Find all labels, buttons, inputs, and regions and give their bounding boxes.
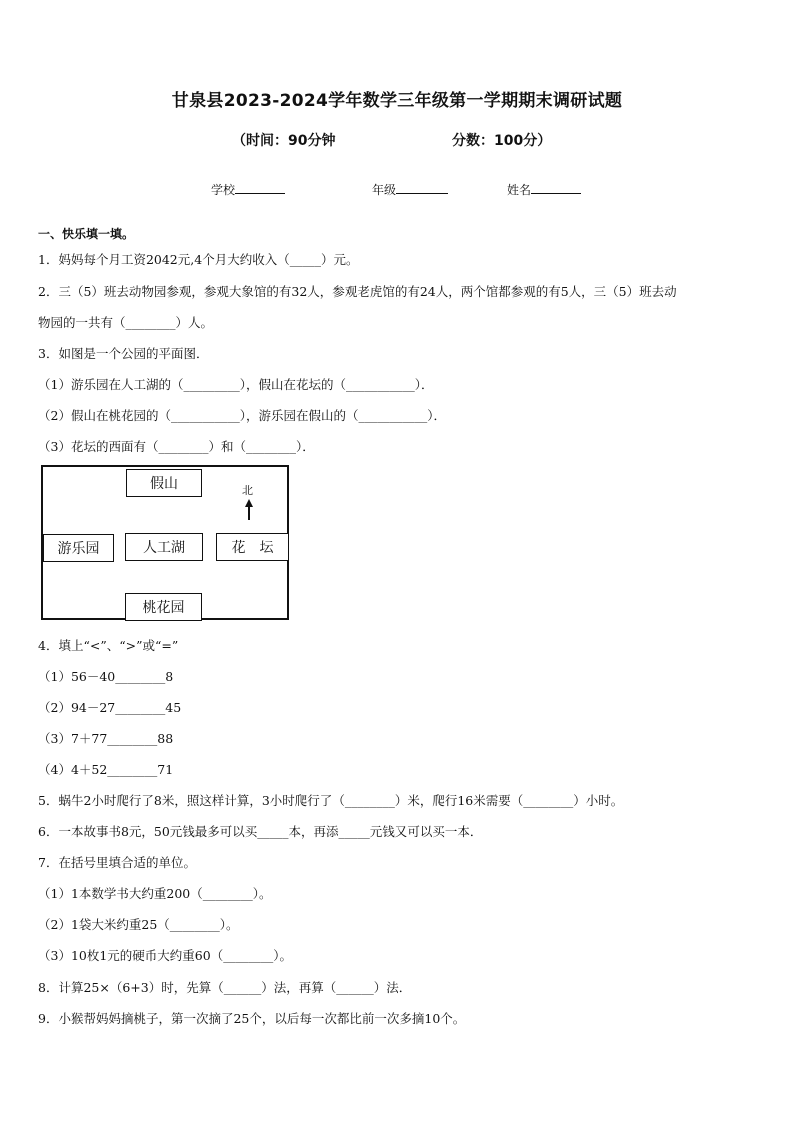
question-4-4: （4）4＋52________71 [38, 762, 174, 777]
question-7-3: （3）10枚1元的硬币大约重60（________）。 [38, 948, 292, 963]
question-2-line1: 2．三（5）班去动物园参观，参观大象馆的有32人，参观老虎馆的有24人，两个馆都参观的有5人，三（5）班去动 [38, 284, 677, 299]
school-blank [235, 181, 285, 194]
map-huatan: 花 坛 [216, 533, 289, 561]
question-7: 7．在括号里填合适的单位。 [38, 855, 196, 870]
map-taohuayuan: 桃花园 [125, 593, 202, 621]
question-4-3: （3）7＋77________88 [38, 731, 174, 746]
question-1: 1．妈妈每个月工资2042元,4个月大约收入（_____）元。 [38, 252, 359, 267]
question-7-1: （1）1本数学书大约重200（________）。 [38, 886, 272, 901]
north-arrow-shaft [248, 505, 250, 520]
question-4: 4．填上“<”、“>”或“=” [38, 638, 179, 653]
section-heading: 一、快乐填一填。 [38, 227, 135, 241]
question-9: 9．小猴帮妈妈摘桃子，第一次摘了25个，以后每一次都比前一次多摘10个。 [38, 1011, 466, 1026]
map-rengonghu: 人工湖 [125, 533, 203, 561]
school-field [211, 181, 285, 198]
question-8: 8．计算25×（6+3）时，先算（______）法，再算（______）法． [38, 980, 412, 995]
school-label: 学校 [211, 183, 236, 197]
exam-time: （时间：90分钟 [232, 133, 336, 149]
question-2-line2: 物园的一共有（________）人。 [38, 315, 214, 330]
grade-field [372, 181, 448, 198]
north-label: 北 [242, 484, 253, 497]
exam-score: 分数：100分） [452, 133, 552, 149]
question-3-3: （3）花坛的西面有（________）和（________）． [38, 439, 315, 454]
question-3-2: （2）假山在桃花园的（___________），游乐园在假山的（___________）． [38, 408, 446, 423]
question-5: 5．蜗牛2小时爬行了8米，照这样计算，3小时爬行了（________）米，爬行16米需要（________）小时。 [38, 793, 624, 808]
grade-blank [396, 181, 448, 194]
question-3-1: （1）游乐园在人工湖的（_________），假山在花坛的（___________）． [38, 377, 434, 392]
question-6: 6．一本故事书8元，50元钱最多可以买_____本，再添_____元钱又可以买一本． [38, 824, 483, 839]
exam-title: 甘泉县2023-2024学年数学三年级第一学期期末调研试题 [171, 91, 623, 111]
park-map [41, 465, 289, 620]
question-3: 3．如图是一个公园的平面图． [38, 346, 209, 361]
map-youleyuan: 游乐园 [43, 534, 114, 562]
name-blank [531, 181, 581, 194]
name-label: 姓名 [507, 183, 532, 197]
question-4-2: （2）94－27________45 [38, 700, 182, 715]
grade-label: 年级 [372, 183, 397, 197]
question-4-1: （1）56－40________8 [38, 669, 174, 684]
question-7-2: （2）1袋大米约重25（________）。 [38, 917, 239, 932]
map-jiashan: 假山 [126, 469, 202, 497]
name-field [507, 181, 581, 198]
